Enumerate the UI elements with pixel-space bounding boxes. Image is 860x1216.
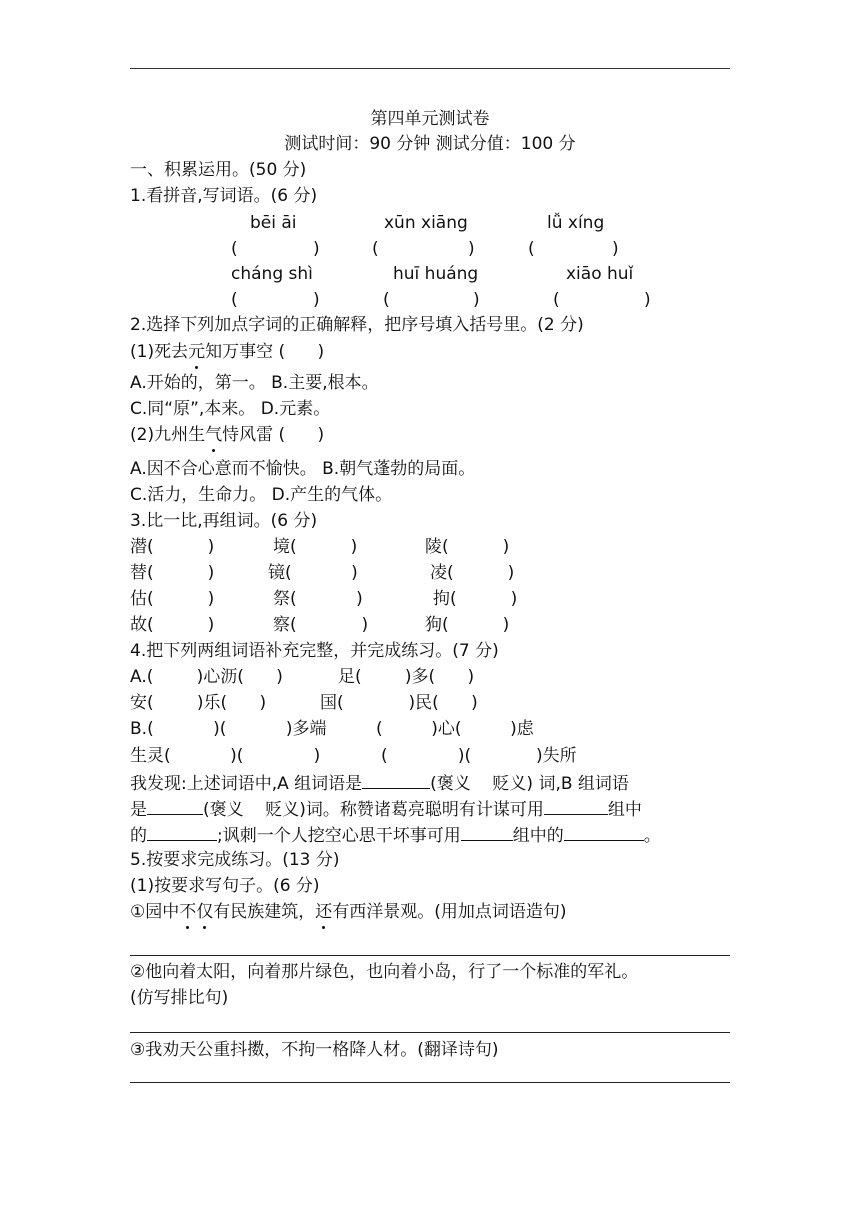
q2-title: 2.选择下列加点字词的正确解释，把序号填入括号里。(2 分) (130, 315, 584, 335)
fill-blank[interactable] (147, 797, 203, 815)
q4-finding-line-2: 是 (褒义 贬义)词。称赞诸葛亮聪明有计谋可用 组中 (130, 797, 642, 821)
q4-title: 4.把下列两组词语补充完整，并完成练习。(7 分) (130, 641, 499, 661)
answer-line[interactable] (130, 955, 730, 956)
answer-paren-close: ) (468, 239, 475, 259)
q2-options-2cd: C.活力，生命力。 D.产生的气体。 (130, 485, 393, 505)
q5-item-1: ①园中不仅有民族建筑，还有西洋景观。(用加点词语造句) (130, 902, 567, 922)
q2-options-1cd: C.同“原”,本来。 D.元素。 (130, 399, 331, 419)
fill-blank[interactable] (461, 823, 513, 841)
q2-options-1ab: A.开始的，第一。 B.主要,根本。 (130, 373, 379, 393)
pinyin-3: lǚ xíng (547, 213, 605, 233)
fill-blank[interactable] (544, 797, 608, 815)
fill-blank[interactable] (564, 823, 644, 841)
pinyin-5: huī huáng (393, 264, 479, 284)
q5-item-3: ③我劝天公重抖擞，不拘一格降人材。(翻译诗句) (130, 1040, 499, 1060)
idiom-blank: ( )( )失所 (381, 746, 577, 766)
q3-cell: 镜( ) (268, 563, 358, 583)
q3-cell: 察( ) (273, 615, 369, 635)
emphasis-dot-char: 不 (179, 902, 197, 922)
section-heading: 一、积累运用。(50 分) (130, 160, 307, 180)
idiom-blank: ( )心( )虑 (376, 719, 534, 739)
answer-paren-open: ( (383, 290, 390, 310)
answer-paren-open: ( (231, 239, 238, 259)
page-title: 第四单元测试卷 (370, 109, 490, 129)
q2-sentence-1: (1)死去元知万事空 ( ) (130, 342, 325, 362)
idiom-blank: 足( )多( ) (338, 667, 475, 687)
answer-paren-open: ( (231, 290, 238, 310)
answer-paren-open: ( (372, 239, 379, 259)
q3-cell: 故( ) (130, 615, 215, 635)
q3-cell: 狗( ) (425, 615, 510, 635)
answer-paren-close: ) (313, 290, 320, 310)
pinyin-6: xiāo huǐ (566, 264, 634, 284)
q2-sentence-2: (2)九州生气恃风雷 ( ) (130, 425, 325, 445)
pinyin-4: cháng shì (231, 264, 313, 284)
emphasis-dot-char: 还 (315, 902, 333, 922)
answer-line[interactable] (130, 1032, 730, 1033)
emphasis-dot-char: 气 (205, 425, 223, 445)
q5-sub1: (1)按要求写句子。(6 分) (130, 876, 320, 896)
q5-item-2-instruction: (仿写排比句) (130, 988, 229, 1008)
q3-title: 3.比一比,再组词。(6 分) (130, 511, 318, 531)
answer-paren-open: ( (553, 290, 560, 310)
answer-paren-close: ) (313, 239, 320, 259)
q3-cell: 境( ) (273, 537, 358, 557)
q4-finding-line-3: 的 ;讽刺一个人挖空心思干坏事可用 组中的 。 (130, 823, 661, 847)
pinyin-2: xūn xiāng (384, 213, 468, 233)
idiom-blank: 安( )乐( ) (130, 693, 267, 713)
q4-finding-line-1: 我发现:上述词语中,A 组词语是 (褒义 贬义) 词,B 组词语 (130, 771, 629, 795)
pinyin-1: bēi āi (250, 213, 297, 233)
answer-line[interactable] (130, 1082, 730, 1083)
answer-paren-open: ( (528, 239, 535, 259)
idiom-blank: 生灵( )( ) (130, 746, 321, 766)
emphasis-dot-char: 元 (188, 342, 206, 362)
q3-cell: 估( ) (130, 589, 215, 609)
emphasis-dot-char: 仅 (196, 902, 214, 922)
q5-item-2: ②他向着太阳，向着那片绿色，也向着小岛，行了一个标准的军礼。 (130, 962, 639, 982)
top-rule (130, 68, 730, 69)
q3-cell: 拘( ) (433, 589, 518, 609)
q1-title: 1.看拼音,写词语。(6 分) (130, 186, 318, 206)
q3-cell: 潜( ) (130, 537, 215, 557)
q3-cell: 替( ) (130, 563, 215, 583)
q5-title: 5.按要求完成练习。(13 分) (130, 850, 340, 870)
answer-paren-close: ) (612, 239, 619, 259)
q3-cell: 陵( ) (425, 537, 510, 557)
q2-options-2ab: A.因不合心意而不愉快。 B.朝气蓬勃的局面。 (130, 459, 476, 479)
answer-paren-close: ) (644, 290, 651, 310)
idiom-blank: B.( )( )多端 (130, 719, 327, 739)
fill-blank[interactable] (147, 823, 217, 841)
page-subtitle: 测试时间：90 分钟 测试分值：100 分 (284, 134, 576, 154)
q3-cell: 凌( ) (430, 563, 515, 583)
fill-blank[interactable] (362, 771, 430, 789)
answer-paren-close: ) (473, 290, 480, 310)
idiom-blank: 国( )民( ) (320, 693, 478, 713)
q3-cell: 祭( ) (273, 589, 363, 609)
idiom-blank: A.( )心沥( ) (130, 667, 283, 687)
